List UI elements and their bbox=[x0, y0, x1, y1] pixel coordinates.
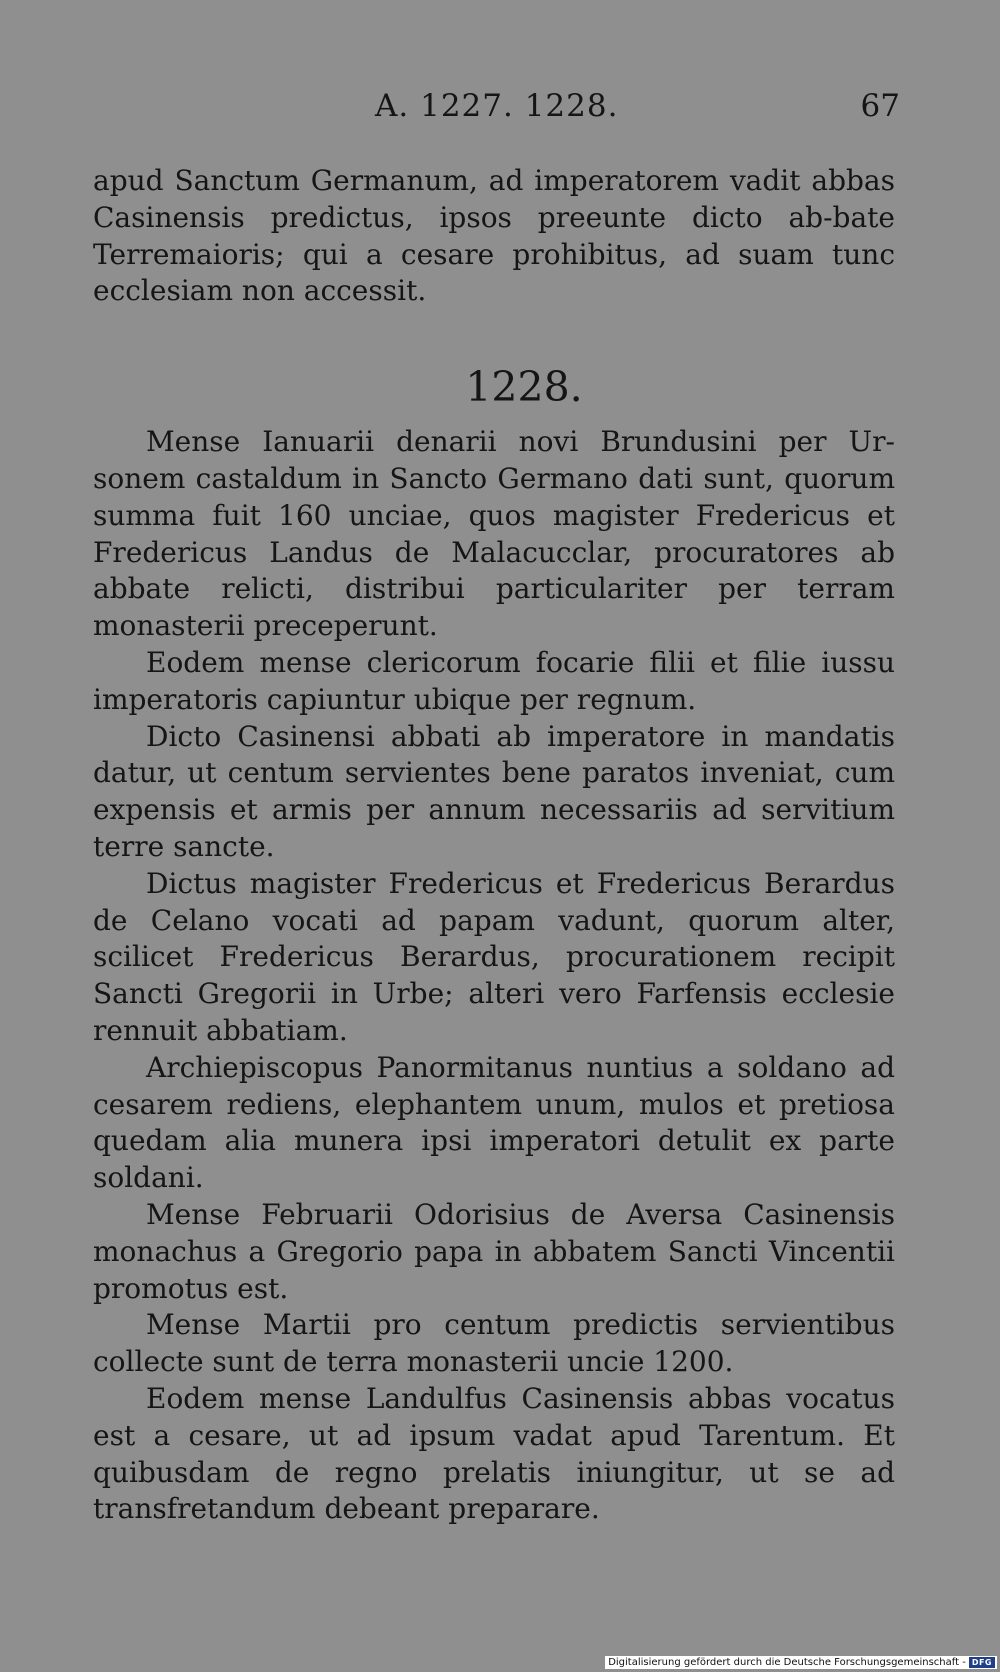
page-number: 67 bbox=[860, 88, 900, 124]
paragraph-january-denarii: Mense Ianuarii denarii novi Brundusini per Ursonem castaldum in Sancto Germano dati sunt, quorum summa fuit 160 unciae, quos magister Fredericus et Fredericus Landus de Malacucclar, procuratores ab abbate relicti, distribui particulariter per terram monasterii preceperunt. bbox=[93, 425, 895, 643]
running-head bbox=[0, 88, 1000, 128]
paragraph-archbishop-panormitanus: Archiepiscopus Panormitanus nuntius a soldano ad cesarem rediens, elephantem unum, mulos et pretiosa quedam alia munera ipsi imperatori detulit ex parte soldani. bbox=[93, 1050, 895, 1195]
year-heading: 1228. bbox=[465, 363, 583, 412]
intro-paragraph: apud Sanctum Germanum, ad imperatorem vadit abbas Casinensis predictus, ipsos preeunte dicto ab-bate Terremaioris; qui a cesare prohibitus, ad suam tunc ecclesiam non accessit. bbox=[93, 164, 895, 308]
paragraph-hundred-servants: Dicto Casinensi abbati ab imperatore in mandatis datur, ut centum servientes bene paratos inveniat, cum expensis et armis per annum necessariis ad servitium terre sancte. bbox=[93, 719, 895, 863]
paragraph-clerical-children: Eodem mense clericorum focarie filii et filie iussu imperatoris capiuntur ubique per regnum. bbox=[93, 645, 895, 716]
page-body bbox=[93, 163, 895, 1528]
dfg-logo: DFG bbox=[969, 1657, 995, 1668]
digitization-credit bbox=[605, 1656, 997, 1669]
running-title: A. 1227. 1228. bbox=[375, 88, 619, 124]
paragraph-february-odorisius: Mense Februarii Odorisius de Aversa Casinensis monachus a Gregorio papa in abbatem Sancti Vincentii promotus est. bbox=[93, 1197, 895, 1305]
digitization-credit-text: Digitalisierung gefördert durch die Deutsche Forschungsgemeinschaft - bbox=[608, 1657, 966, 1668]
paragraph-march-collection: Mense Martii pro centum predictis servientibus collecte sunt de terra monasterii uncie 1200. bbox=[93, 1308, 895, 1379]
paragraph-landulfus-tarentum: Eodem mense Landulfus Casinensis abbas vocatus est a cesare, ut ad ipsum vadat apud Tarentum. Et quibusdam de regno prelatis iniungitur, ut se ad transfretandum debeant preparare. bbox=[93, 1381, 895, 1526]
paragraph-fredericus-berardus: Dictus magister Fredericus et Fredericus Berardus de Celano vocati ad papam vadunt, quorum alter, scilicet Fredericus Berardus, procurationem recipit Sancti Gregorii in Urbe; alteri vero Farfensis ecclesie rennuit abbatiam. bbox=[93, 866, 895, 1047]
